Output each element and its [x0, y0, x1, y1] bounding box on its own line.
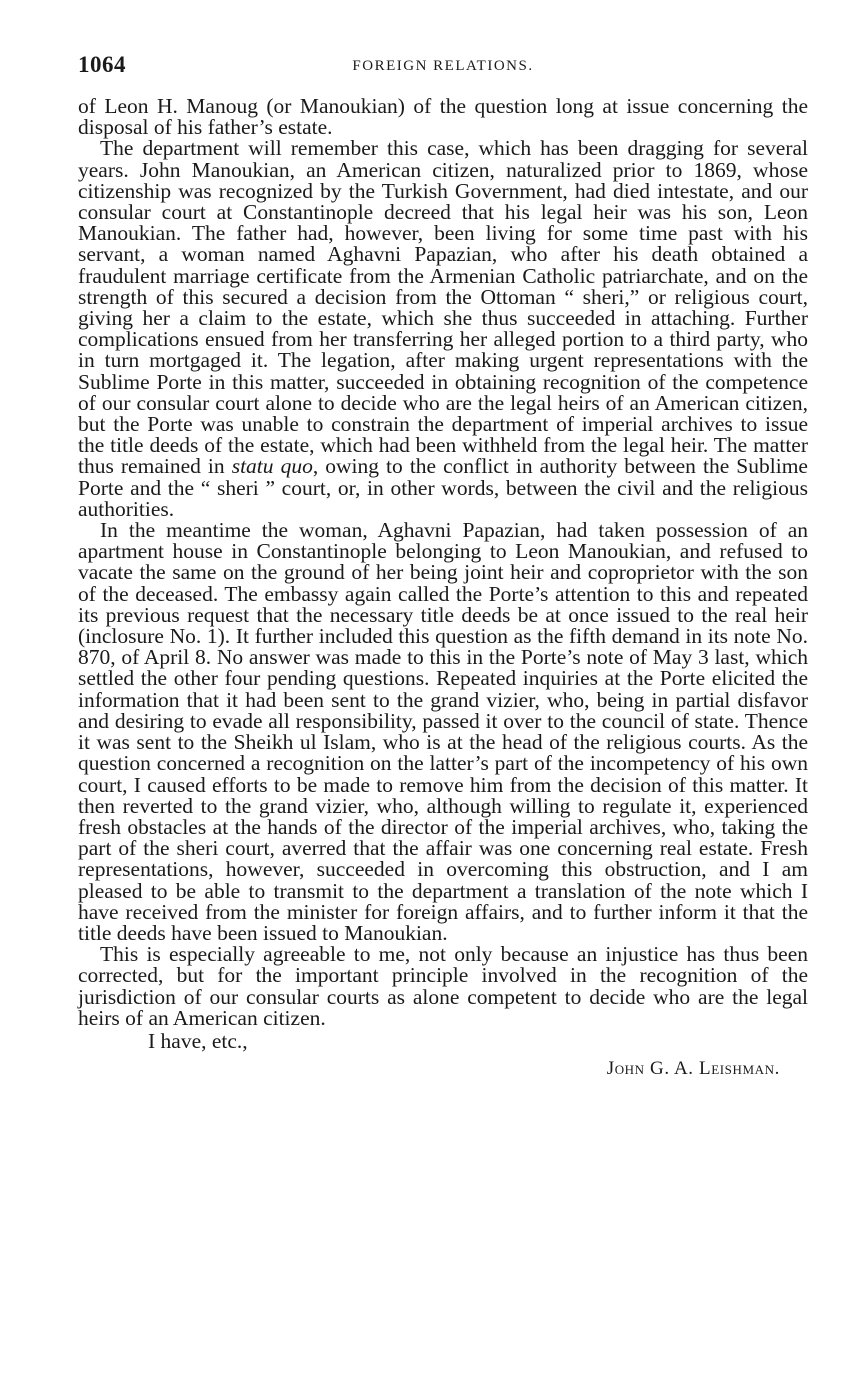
paragraph-4: This is especially agreeable to me, not only because an injustice has thus been corrected, but for the important principle involved in the recognition of the jurisdiction of our consular courts as alone competent to decide who are the legal heirs of an American citizen. [78, 942, 808, 1030]
paragraph-2 [78, 138, 808, 520]
page-header [78, 52, 808, 84]
paragraph-2-part-2: , owing to the conflict in authority between the Sublime Porte and the “ sheri ” court, or, in other words, between the civil and the religious authorities. [78, 454, 808, 521]
document-page [78, 52, 808, 1081]
page-number: 1064 [78, 52, 126, 77]
paragraph-1: of Leon H. Manoug (or Manoukian) of the question long at issue concerning the disposal of his father’s estate. [78, 94, 808, 140]
closing-line: I have, etc., [148, 1028, 248, 1053]
letter-body [78, 96, 808, 1029]
paragraph-3: In the meantime the woman, Aghavni Papazian, had taken possession of an apartment house in Constantinople belonging to Leon Manoukian, and refused to vacate the same on the ground of her being joint heir and coproprietor with the son of the deceased. The embassy again called the Porte’s attention to this and repeated its previous request that the necessary title deeds be at once issued to the real heir (inclosure No. 1). It further included this question as the fifth demand in its note No. 870, of April 8. No answer was made to this in the Porte’s note of May 3 last, which settled the other four pending questions. Repeated inquiries at the Porte elicited the information that it had been sent to the grand vizier, who, being in partial disfavor and desiring to evade all responsibility, passed it over to the council of state. Thence it was sent to the Sheikh ul Islam, who is at the head of the religious courts. As the question concerned a recognition on the latter’s part of the incompetency of his own court, I caused efforts to be made to remove him from the decision of this matter. It then reverted to the grand vizier, who, although willing to regulate it, experienced fresh obstacles at the hands of the director of the imperial archives, who, taking the part of the sheri court, averred that the affair was one concerning real estate. Fresh representations, however, succeeded in overcoming this obstruction, and I am pleased to be able to transmit to the department a translation of the note which I have received from the minister for foreign affairs, and to further inform it that the title deeds have been issued to Manoukian. [78, 518, 808, 945]
paragraph-2-italic: statu quo [231, 454, 313, 479]
signature: John G. A. Leishman. [606, 1057, 780, 1079]
paragraph-2-part-1: The department will remember this case, which has been dragging for several years. John Manoukian, an American citizen, naturalized prior to 1869, whose citizenship was recognized by the Turkish Government, had died intestate, and our consular court at Constantinople decreed that his legal heir was his son, Leon Manoukian. The father had, however, been living for some time past with his servant, a woman named Aghavni Papazian, who after his death obtained a fraudulent marriage certificate from the Armenian Catholic patriarchate, and on the strength of this secured a decision from the Ottoman “ sheri,” or religious court, giving her a claim to the estate, which she thus succeeded in attaching. Further complications ensued from her transferring her alleged portion to a third party, who in turn mortgaged it. The legation, after making urgent representations with the Sublime Porte in this matter, succeeded in obtaining recognition of the competence of our consular court alone to decide who are the legal heirs of an American citizen, but the Porte was unable to constrain the department of imperial archives to issue the title deeds of the estate, which had been withheld from the legal heir. The matter thus remained in [78, 136, 808, 479]
running-head: FOREIGN RELATIONS. [352, 58, 534, 74]
